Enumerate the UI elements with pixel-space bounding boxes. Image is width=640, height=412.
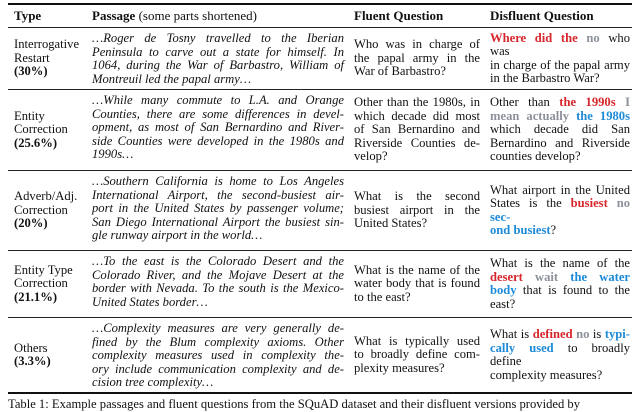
table-row xyxy=(8,318,632,392)
header-passage xyxy=(88,5,350,27)
plain-text: in charge of the papal army xyxy=(490,57,630,72)
fluent-line: to the east? xyxy=(354,289,411,304)
disfluent-line xyxy=(490,110,630,124)
plain-text: east? xyxy=(490,296,516,311)
reparandum-text: busiest xyxy=(570,196,608,210)
repair-text: the water xyxy=(558,269,630,284)
passage-cell xyxy=(88,28,350,89)
header-passage-label: Passage xyxy=(92,8,136,23)
passage-line: …Southern California is home to Los Angeles xyxy=(92,174,344,188)
disfluent-line xyxy=(490,59,630,73)
fluent-line: plexity measures? xyxy=(354,360,445,375)
fluent-line: water body that is found xyxy=(354,276,480,291)
fluent-line: United States? xyxy=(354,216,428,231)
disfluent-line xyxy=(490,298,630,312)
type-cell xyxy=(8,318,88,392)
header-fluent: Fluent Question xyxy=(354,8,444,23)
type-label: Restart xyxy=(14,50,50,65)
disfluent-question-cell xyxy=(486,171,632,250)
fluent-line: to broadly define com- xyxy=(354,347,480,362)
reparandum-text: Where did the xyxy=(490,30,578,45)
reparandum-text: the 1990s xyxy=(559,95,616,110)
type-label: Correction xyxy=(14,202,68,217)
passage-line: Montreuil led the papal army… xyxy=(92,71,252,86)
fluent-line: which decade did most xyxy=(354,108,480,123)
disfluent-question-cell xyxy=(486,318,632,392)
table-row xyxy=(8,251,632,317)
plain-text: that is found to the xyxy=(516,283,630,297)
type-label: Correction xyxy=(14,122,68,137)
passage-line: …Complexity measures are very generally de- xyxy=(92,321,344,335)
repair-text: body xyxy=(490,283,517,297)
disfluent-question-cell xyxy=(486,28,632,89)
disfluent-line xyxy=(490,184,630,198)
fluent-line: Other than the 1980s, in xyxy=(354,95,480,110)
reparandum-text: defined xyxy=(532,327,573,341)
fluent-line: Who was in charge of xyxy=(354,37,480,52)
fluent-line: Riverside Counties de- xyxy=(354,135,480,150)
type-percent: (25.6%) xyxy=(14,135,58,150)
passage-line: port in the United States by passenger volume; xyxy=(92,201,344,215)
table-caption: Table 1: Example passages and fluent questions from the SQuAD dataset and their disfluent versions provided by xyxy=(8,397,581,411)
passage-line: 1990s… xyxy=(92,147,134,161)
plain-text: who was xyxy=(490,30,631,58)
table-row xyxy=(8,28,632,89)
interregnum-text: no xyxy=(607,196,630,210)
type-cell xyxy=(8,28,88,89)
fluent-line: War of Barbastro? xyxy=(354,64,446,79)
plain-text: States is the xyxy=(490,196,571,210)
header-type: Type xyxy=(14,8,42,23)
plain-text: Other than xyxy=(490,95,560,110)
examples-table xyxy=(8,3,632,394)
fluent-line: the papal army in the xyxy=(354,50,480,65)
passage-line: United States border… xyxy=(92,294,208,309)
type-percent: (20%) xyxy=(14,216,48,231)
disfluent-line xyxy=(490,197,630,224)
disfluent-line xyxy=(490,369,630,383)
type-label: Entity Type xyxy=(14,262,73,277)
disfluent-line xyxy=(490,123,630,137)
passage-cell xyxy=(88,318,350,392)
fluent-line: What is typically used xyxy=(354,333,480,348)
reparandum-text: desert xyxy=(490,269,523,284)
interregnum-text: no xyxy=(572,327,590,341)
plain-text: in the Barbastro War? xyxy=(490,71,600,85)
fluent-question-cell xyxy=(350,90,486,170)
table-body xyxy=(8,28,632,394)
passage-line: ory include communication complexity and de- xyxy=(92,361,344,376)
plain-text: to broadly define xyxy=(490,340,630,368)
passage-line: border with Nevada. To the south is the Mexico- xyxy=(92,281,344,295)
fluent-question-cell xyxy=(350,28,486,89)
plain-text: ? xyxy=(550,223,557,237)
repair-text: ond busiest xyxy=(490,223,551,237)
passage-line: San Diego International Airport the busiest sin- xyxy=(92,214,344,229)
plain-text: What is the name of the xyxy=(490,256,630,270)
repair-text: the 1980s xyxy=(569,108,630,123)
type-label: Others xyxy=(14,340,48,355)
fluent-question-cell xyxy=(350,251,486,317)
plain-text: which decade did San xyxy=(490,122,630,137)
interregnum-text: mean actually xyxy=(490,108,570,123)
passage-line: …While many commute to L.A. and Orange xyxy=(92,93,344,107)
passage-line: 1064, during the War of Barbastro, William of xyxy=(92,58,344,72)
disfluent-line xyxy=(490,137,630,151)
passage-line: …Roger de Tosny travelled to the Iberian xyxy=(92,31,344,45)
fluent-question-cell xyxy=(350,318,486,392)
fluent-line: busiest airport in the xyxy=(354,202,480,217)
type-cell xyxy=(8,90,88,170)
passage-line: side Counties were developed in the 1980s and xyxy=(92,133,344,148)
repair-text: typi- xyxy=(604,327,630,341)
disfluent-question-cell xyxy=(486,90,632,170)
passage-line: gle runway airport in the world… xyxy=(92,228,263,242)
plain-text: complexity measures? xyxy=(490,367,603,382)
type-label: Entity xyxy=(14,108,45,123)
table-row xyxy=(8,171,632,250)
disfluent-line xyxy=(490,328,630,342)
fluent-question-cell xyxy=(350,171,486,250)
fluent-line: velop? xyxy=(354,149,388,164)
passage-cell xyxy=(88,171,350,250)
bottom-rule xyxy=(8,392,632,394)
fluent-line: What is the second xyxy=(354,189,480,204)
disfluent-line xyxy=(490,257,630,271)
plain-text: What is xyxy=(490,327,533,341)
type-cell xyxy=(8,251,88,317)
disfluent-line xyxy=(490,224,630,238)
header-passage-note: (some parts shortened) xyxy=(135,8,258,23)
passage-line: complexity measures used in complexity the- xyxy=(92,348,344,362)
passage-line: Colorado River, and the Mojave Desert at the xyxy=(92,267,344,282)
disfluent-line xyxy=(490,271,630,285)
interregnum-text: I xyxy=(615,95,630,110)
repair-text: sec- xyxy=(490,209,511,224)
type-percent: (30%) xyxy=(14,64,48,79)
passage-line: International Airport, the second-busiest air- xyxy=(92,187,344,202)
type-cell xyxy=(8,171,88,250)
header-row xyxy=(8,5,632,27)
passage-line: …To the east is the Colorado Desert and the xyxy=(92,254,344,268)
interregnum-text: no xyxy=(577,30,600,45)
disfluent-line xyxy=(490,342,630,369)
disfluent-line xyxy=(490,72,630,86)
type-label: Correction xyxy=(14,276,68,291)
fluent-line: What is the name of the xyxy=(354,262,480,277)
disfluent-line xyxy=(490,150,630,164)
interregnum-text: wait xyxy=(522,269,559,284)
disfluent-line xyxy=(490,284,630,298)
passage-line: fined by the Blum complexity axioms. Other xyxy=(92,334,344,349)
passage-cell xyxy=(88,251,350,317)
type-label: Adverb/Adj. xyxy=(14,189,78,204)
disfluent-question-cell xyxy=(486,251,632,317)
plain-text: What airport in the United xyxy=(490,182,630,197)
plain-text: is xyxy=(589,327,605,341)
table-row xyxy=(8,90,632,170)
repair-text: cally used xyxy=(490,340,554,355)
type-label: Interrogative xyxy=(14,37,80,52)
passage-cell xyxy=(88,90,350,170)
disfluent-line xyxy=(490,96,630,110)
plain-text: counties develop? xyxy=(490,149,581,164)
plain-text: Bernardino and Riverside xyxy=(490,135,630,150)
fluent-line: of San Bernardino and xyxy=(354,122,480,137)
passage-line: cision tree complexity… xyxy=(92,375,214,389)
passage-line: Peninsula to carve out a state for himself. In xyxy=(92,44,344,59)
header-disfluent: Disfluent Question xyxy=(490,8,594,23)
passage-line: opment, as most of San Bernardino and River- xyxy=(92,120,344,134)
type-percent: (21.1%) xyxy=(14,289,58,304)
passage-line: Counties, there are some differences in devel- xyxy=(92,106,344,121)
disfluent-line xyxy=(490,32,630,59)
type-percent: (3.3%) xyxy=(14,354,51,368)
